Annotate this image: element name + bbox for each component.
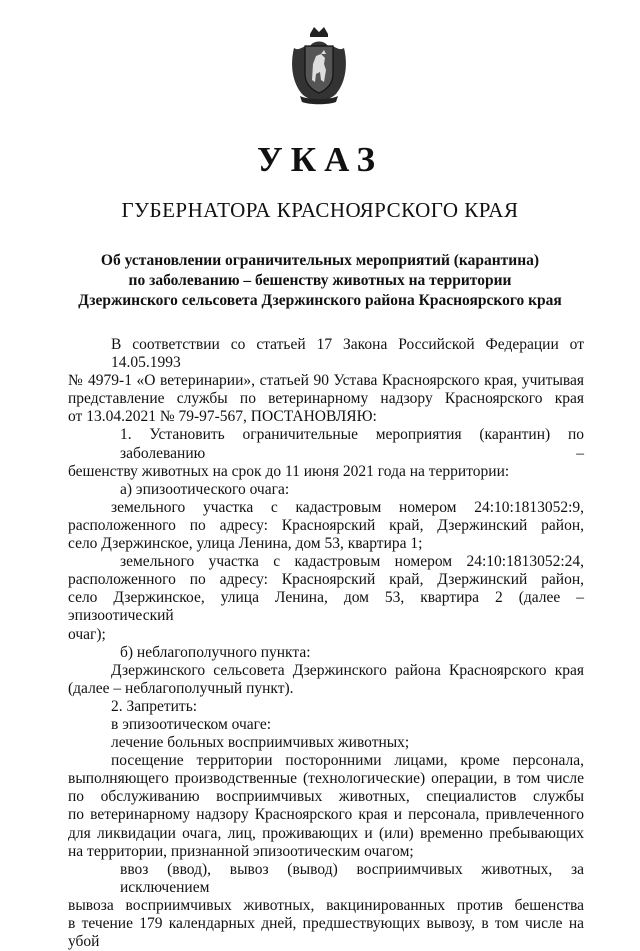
body-line: земельного участка с кадастровым номером 24:10:1813052:9, [111,498,584,516]
body-line: очаг); [68,625,106,643]
body-line: (далее – неблагополучный пункт). [68,679,294,697]
body-line: В соответствии со статьей 17 Закона Российской Федерации от 14.05.1993 [111,336,584,372]
body-line: земельного участка с кадастровым номером 24:10:1813052:24, [120,553,584,571]
body-line: выполняющего производственные (технологические) операции, в том числе [68,770,584,788]
body-line: представление службы по ветеринарному надзору Красноярского края [68,390,584,408]
body-line: расположенного по адресу: Красноярский край, Дзержинский район, [68,516,584,534]
coat-of-arms-icon [288,24,350,106]
body-line: 1. Установить ограничительные мероприятия (карантин) по заболеванию – [120,426,584,462]
body-line: село Дзержинское, улица Ленина, дом 53, квартира 1; [68,535,423,553]
body-line: а) эпизоотического очага: [120,480,290,498]
body-line: в течение 179 календарных дней, предшествующих вывозу, в том числе на убой [68,915,584,951]
heading-line: по заболеванию – бешенству животных на территории [128,272,512,289]
document-subtitle: ГУБЕРНАТОРА КРАСНОЯРСКОГО КРАЯ [121,198,519,222]
body-line: для ликвидации очага, лиц, проживающих и (или) временно пребывающих [68,824,584,842]
body-line: 2. Запретить: [111,697,198,715]
body-line: б) неблагополучного пункта: [120,643,311,661]
document-title: УКАЗ [257,140,383,179]
body-line: вывоза восприимчивых животных, вакцинированных против бешенства [68,896,584,914]
body-line: от 13.04.2021 № 79-97-567, ПОСТАНОВЛЯЮ: [68,408,377,426]
body-line: расположенного по адресу: Красноярский край, Дзержинский район, [68,571,584,589]
body-line: лечение больных восприимчивых животных; [111,734,410,752]
body-line: в эпизоотическом очаге: [111,715,272,733]
heading-line: Дзержинского сельсовета Дзержинского района Красноярского края [78,292,562,309]
heading-line: Об установлении ограничительных мероприятий (карантина) [100,252,540,269]
body-line: бешенству животных на срок до 11 июня 2021 года на территории: [68,462,510,480]
body-line: село Дзержинское, улица Ленина, дом 53, квартира 2 (далее – эпизоотический [68,589,584,625]
body-line: по ветеринарному надзору Красноярского края и персонала, привлеченного [68,806,584,824]
decree-body [68,336,584,951]
body-line: по обслуживанию восприимчивых животных, специалистов службы [68,788,584,806]
body-line: Дзержинского сельсовета Дзержинского района Красноярского края [111,661,584,679]
body-line: посещение территории посторонними лицами, кроме персонала, [111,752,584,770]
decree-heading [60,251,580,311]
body-line: на территории, признанной эпизоотическим очагом; [68,842,414,860]
body-line: ввоз (ввод), вывоз (вывод) восприимчивых животных, за исключением [120,860,584,896]
body-line: № 4979-1 «О ветеринарии», статьей 90 Устава Красноярского края, учитывая [68,372,584,390]
